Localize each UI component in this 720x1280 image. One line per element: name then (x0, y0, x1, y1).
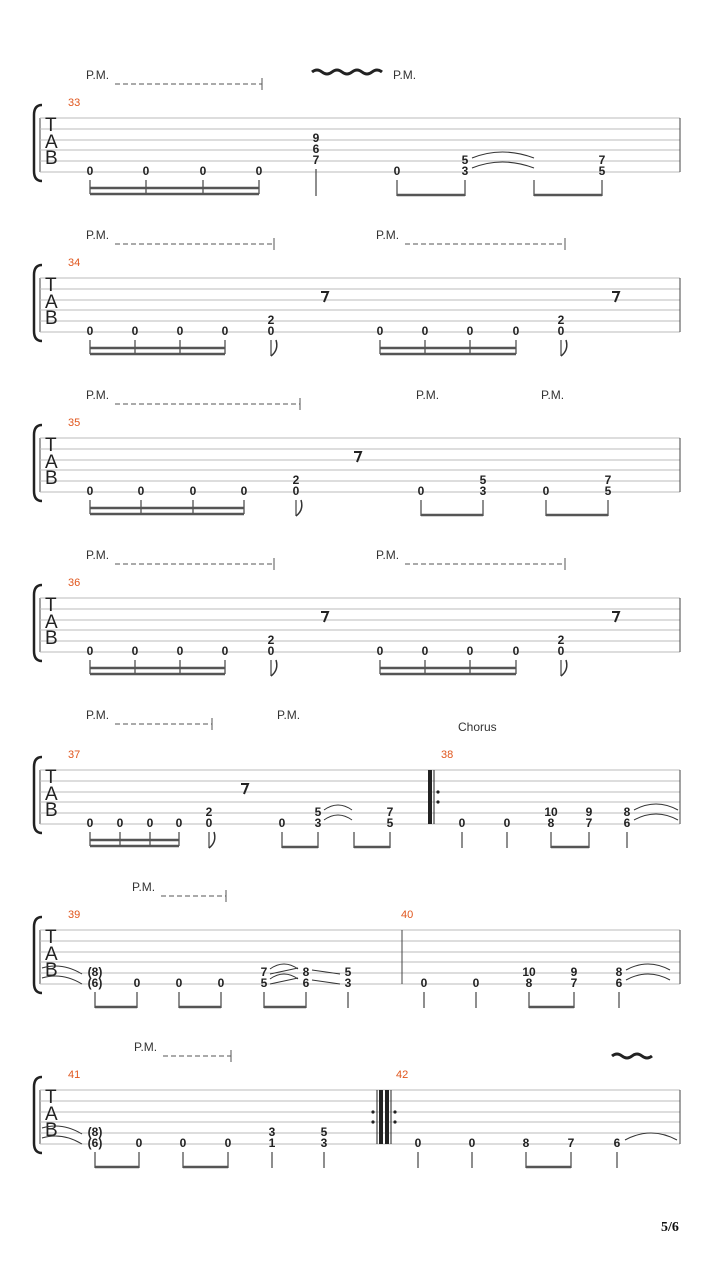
section-label: Chorus (458, 720, 497, 734)
svg-text:0: 0 (86, 644, 94, 658)
system-7 (34, 1040, 680, 1168)
vibrato-icon (312, 70, 382, 74)
svg-text:0: 0 (267, 644, 275, 658)
svg-text:0: 0 (175, 816, 183, 830)
svg-text:7: 7 (598, 153, 606, 167)
svg-text:0: 0 (221, 324, 229, 338)
svg-text:0: 0 (217, 976, 225, 990)
svg-text:8: 8 (615, 965, 623, 979)
palm-mute-label: P.M. (86, 708, 110, 722)
palm-mute-label: P.M. (376, 548, 400, 562)
svg-text:10: 10 (544, 805, 558, 819)
svg-text:0: 0 (503, 816, 511, 830)
svg-text:0: 0 (131, 324, 139, 338)
svg-text:9: 9 (312, 131, 320, 145)
svg-text:8: 8 (522, 1136, 530, 1150)
svg-text:0: 0 (557, 324, 565, 338)
measure-number: 33 (68, 97, 81, 109)
svg-text:(8): (8) (87, 1125, 103, 1139)
svg-text:0: 0 (278, 816, 286, 830)
svg-text:(6): (6) (87, 976, 103, 990)
system-1 (34, 68, 680, 196)
svg-text:5: 5 (314, 805, 322, 819)
svg-text:0: 0 (421, 324, 429, 338)
page-number: 5/6 (661, 1220, 679, 1235)
svg-text:0: 0 (414, 1136, 422, 1150)
svg-text:0: 0 (131, 644, 139, 658)
svg-text:5: 5 (461, 153, 469, 167)
measure-number: 37 (68, 749, 81, 761)
measure-number: 39 (68, 909, 81, 921)
palm-mute-label: P.M. (393, 68, 417, 82)
measure-number: 36 (68, 577, 81, 589)
svg-text:9: 9 (570, 965, 578, 979)
svg-text:0: 0 (205, 816, 213, 830)
measure-number: 41 (68, 1069, 81, 1081)
system-4 (34, 548, 680, 676)
svg-text:0: 0 (179, 1136, 187, 1150)
system-2 (34, 228, 680, 356)
svg-text:7: 7 (386, 805, 394, 819)
svg-text:2: 2 (267, 633, 275, 647)
svg-text:5: 5 (598, 164, 606, 178)
svg-text:0: 0 (420, 976, 428, 990)
measure-number: 40 (401, 909, 414, 921)
system-6 (34, 880, 680, 1008)
svg-text:0: 0 (176, 644, 184, 658)
svg-text:0: 0 (133, 976, 141, 990)
palm-mute-label: P.M. (86, 68, 110, 82)
svg-text:0: 0 (417, 484, 425, 498)
svg-text:0: 0 (86, 164, 94, 178)
svg-text:2: 2 (205, 805, 213, 819)
svg-text:6: 6 (312, 142, 320, 156)
svg-text:0: 0 (176, 324, 184, 338)
fret-numbers (88, 1125, 621, 1150)
svg-text:0: 0 (292, 484, 300, 498)
svg-text:0: 0 (240, 484, 248, 498)
measure-number: 35 (68, 417, 81, 429)
svg-text:0: 0 (421, 644, 429, 658)
svg-text:3: 3 (344, 976, 352, 990)
svg-text:5: 5 (260, 976, 268, 990)
palm-mute-label: P.M. (86, 228, 110, 242)
svg-text:0: 0 (458, 816, 466, 830)
palm-mute-label: P.M. (86, 388, 110, 402)
svg-text:3: 3 (268, 1125, 276, 1139)
repeat-start-barline (428, 770, 440, 824)
palm-mute-label: P.M. (416, 388, 440, 402)
svg-text:6: 6 (613, 1136, 621, 1150)
svg-text:9: 9 (585, 805, 593, 819)
svg-text:7: 7 (585, 816, 593, 830)
repeat-barline (371, 1090, 396, 1144)
svg-text:5: 5 (320, 1125, 328, 1139)
fret-numbers (87, 805, 631, 830)
svg-text:7: 7 (567, 1136, 575, 1150)
svg-text:7: 7 (312, 153, 320, 167)
palm-mute-label: P.M. (277, 708, 301, 722)
svg-text:2: 2 (292, 473, 300, 487)
svg-text:0: 0 (224, 1136, 232, 1150)
svg-text:(8): (8) (87, 965, 103, 979)
svg-text:8: 8 (623, 805, 631, 819)
svg-text:0: 0 (267, 324, 275, 338)
svg-text:0: 0 (86, 484, 94, 498)
svg-text:0: 0 (142, 164, 150, 178)
svg-text:6: 6 (302, 976, 310, 990)
svg-text:3: 3 (314, 816, 322, 830)
svg-text:0: 0 (393, 164, 401, 178)
svg-text:7: 7 (604, 473, 612, 487)
svg-text:0: 0 (135, 1136, 143, 1150)
svg-text:2: 2 (557, 313, 565, 327)
system-3 (34, 388, 680, 516)
svg-text:0: 0 (468, 1136, 476, 1150)
svg-text:5: 5 (479, 473, 487, 487)
fret-numbers (87, 131, 606, 178)
svg-text:2: 2 (267, 313, 275, 327)
svg-text:0: 0 (175, 976, 183, 990)
palm-mute-label: P.M. (541, 388, 565, 402)
measure-number: 42 (396, 1069, 409, 1081)
svg-text:0: 0 (542, 484, 550, 498)
fret-numbers (87, 313, 565, 338)
svg-text:0: 0 (116, 816, 124, 830)
svg-text:10: 10 (522, 965, 536, 979)
fret-numbers (88, 965, 623, 990)
svg-text:8: 8 (525, 976, 533, 990)
svg-text:3: 3 (461, 164, 469, 178)
palm-mute-label: P.M. (86, 548, 110, 562)
svg-text:5: 5 (344, 965, 352, 979)
palm-mute-label: P.M. (376, 228, 400, 242)
svg-text:7: 7 (260, 965, 268, 979)
svg-text:6: 6 (615, 976, 623, 990)
svg-text:0: 0 (146, 816, 154, 830)
svg-text:6: 6 (623, 816, 631, 830)
measure-number: 34 (68, 257, 81, 269)
svg-text:0: 0 (255, 164, 263, 178)
svg-text:7: 7 (570, 976, 578, 990)
svg-text:8: 8 (547, 816, 555, 830)
svg-text:0: 0 (512, 324, 520, 338)
svg-text:0: 0 (557, 644, 565, 658)
svg-text:0: 0 (189, 484, 197, 498)
svg-text:0: 0 (466, 324, 474, 338)
palm-mute-label: P.M. (134, 1040, 158, 1054)
svg-text:0: 0 (137, 484, 145, 498)
svg-text:0: 0 (221, 644, 229, 658)
svg-text:5: 5 (604, 484, 612, 498)
svg-text:3: 3 (479, 484, 487, 498)
svg-text:3: 3 (320, 1136, 328, 1150)
palm-mute-label: P.M. (132, 880, 156, 894)
svg-text:5: 5 (386, 816, 394, 830)
system-5 (34, 708, 680, 848)
svg-text:0: 0 (512, 644, 520, 658)
svg-text:(6): (6) (87, 1136, 103, 1150)
measure-number: 38 (441, 749, 454, 761)
svg-text:8: 8 (302, 965, 310, 979)
svg-text:0: 0 (86, 324, 94, 338)
fret-numbers (87, 633, 565, 658)
svg-text:2: 2 (557, 633, 565, 647)
fret-numbers (87, 473, 612, 498)
svg-text:0: 0 (86, 816, 94, 830)
vibrato-icon (612, 1054, 652, 1058)
svg-text:1: 1 (268, 1136, 276, 1150)
svg-text:0: 0 (466, 644, 474, 658)
svg-text:0: 0 (376, 644, 384, 658)
svg-text:0: 0 (199, 164, 207, 178)
svg-text:0: 0 (376, 324, 384, 338)
svg-text:0: 0 (472, 976, 480, 990)
